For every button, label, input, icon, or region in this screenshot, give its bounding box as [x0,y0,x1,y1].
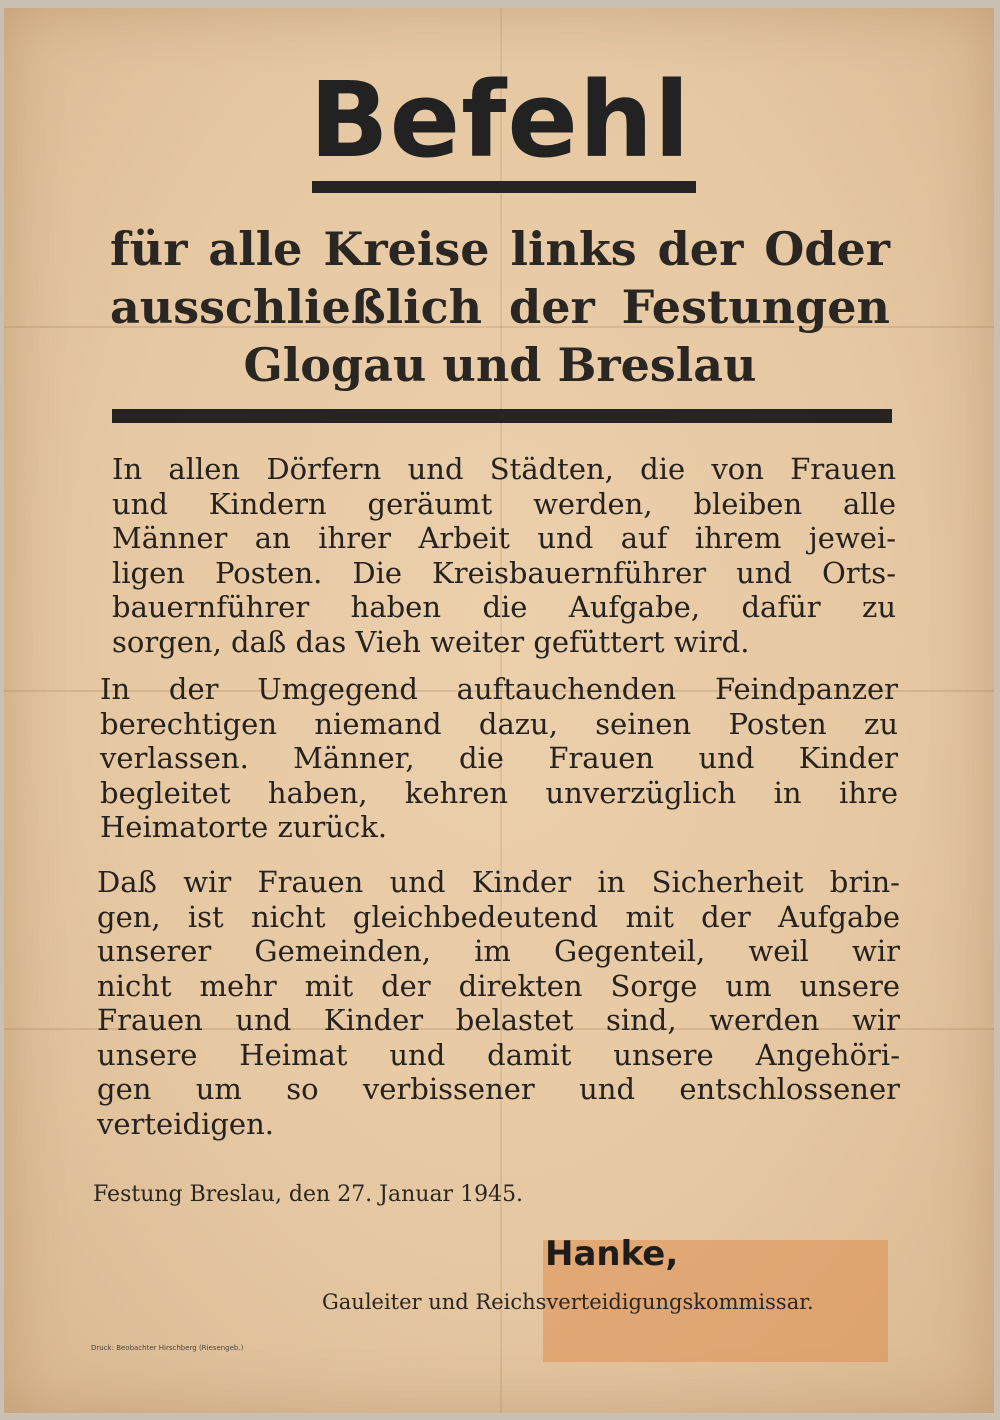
subtitle-line: für alle Kreise links der Oder [110,222,890,276]
text-line: und Kindern geräumt werden, bleiben alle [112,486,896,521]
text-line: Männer an ihrer Arbeit und auf ihrem jewei- [112,521,896,555]
subtitle-line: ausschließlich der Festungen [110,280,890,334]
text-line: verlassen. Männer, die Frauen und Kinder [100,741,898,775]
paragraph-1 [112,452,896,659]
poster-subtitle [110,220,890,394]
text-line: unsere Heimat und damit unsere Angehöri- [97,1037,900,1072]
text-line: unserer Gemeinden, im Gegenteil, weil wir [97,934,900,968]
signer-name: Hanke, [545,1234,679,1274]
text-line: berechtigen niemand dazu, seinen Posten zu [100,706,898,741]
poster-title: Befehl [309,59,691,181]
text-line: Heimatorte zurück. [100,810,388,844]
text-line: Frauen und Kinder belastet sind, werden wir [97,1003,900,1037]
subtitle-line: Glogau und Breslau [243,338,757,392]
printer-imprint: Druck: Beobachter Hirschberg (Riesengeb.) [91,1344,244,1352]
signer-title: Gauleiter und Reichsverteidigungskommissar. [322,1290,814,1314]
title-underline [312,181,696,193]
paragraph-3 [97,865,900,1141]
text-line: Daß wir Frauen und Kinder in Sicherheit brin- [97,865,900,899]
text-line: In der Umgegend auftauchenden Feindpanzer [100,672,898,706]
text-line: ligen Posten. Die Kreisbauernführer und Orts- [112,555,896,590]
dateline: Festung Breslau, den 27. Januar 1945. [93,1182,524,1207]
paragraph-2 [100,672,898,845]
text-line: verteidigen. [97,1106,274,1141]
text-line: begleitet haben, kehren unverzüglich in ihre [100,775,898,810]
subtitle-rule [112,409,892,423]
text-line: bauernführer haben die Aufgabe, dafür zu [112,590,896,624]
text-line: sorgen, daß das Vieh weiter gefüttert wird. [112,624,750,659]
text-line: nicht mehr mit der direkten Sorge um unsere [97,968,900,1003]
text-line: In allen Dörfern und Städten, die von Frauen [112,452,896,486]
text-line: gen, ist nicht gleichbedeutend mit der Aufgabe [97,899,900,934]
text-line: gen um so verbissener und entschlossener [97,1072,900,1106]
